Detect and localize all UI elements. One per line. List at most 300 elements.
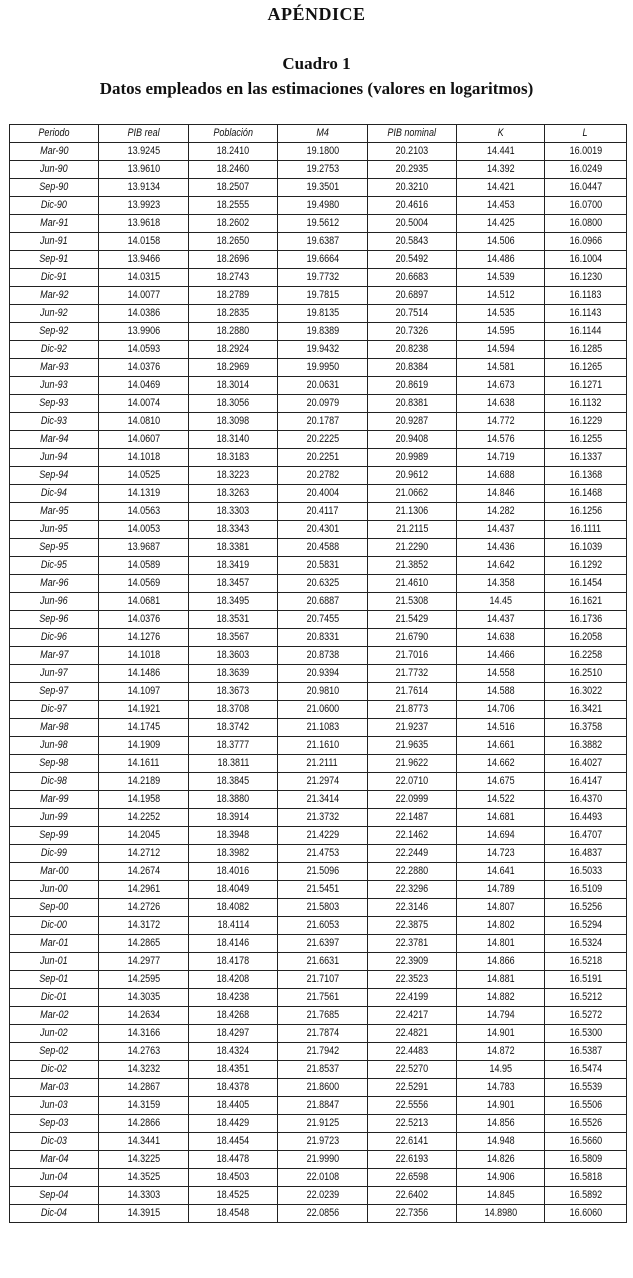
table-row <box>10 341 627 359</box>
table-row <box>10 863 627 881</box>
period-cell: Sep-90 <box>10 179 99 197</box>
value-cell: 14.437 <box>457 521 545 539</box>
period-cell: Dic-02 <box>10 1061 99 1079</box>
table-row <box>10 917 627 935</box>
value-cell: 18.3742 <box>189 719 278 737</box>
value-cell: 14.282 <box>457 503 545 521</box>
value-cell: 21.2290 <box>368 539 457 557</box>
value-cell: 20.4301 <box>278 521 368 539</box>
table-row <box>10 197 627 215</box>
value-cell: 14.1018 <box>99 449 189 467</box>
table-row <box>10 503 627 521</box>
value-cell: 22.6193 <box>368 1151 457 1169</box>
table-row <box>10 755 627 773</box>
value-cell: 21.0600 <box>278 701 368 719</box>
value-cell: 14.2634 <box>99 1007 189 1025</box>
value-cell: 14.3303 <box>99 1187 189 1205</box>
value-cell: 14.3915 <box>99 1205 189 1223</box>
period-cell: Sep-02 <box>10 1043 99 1061</box>
value-cell: 21.9622 <box>368 755 457 773</box>
value-cell: 20.2103 <box>368 143 457 161</box>
value-cell: 16.2258 <box>545 647 627 665</box>
value-cell: 18.2555 <box>189 197 278 215</box>
table-row <box>10 287 627 305</box>
value-cell: 21.5308 <box>368 593 457 611</box>
value-cell: 18.2507 <box>189 179 278 197</box>
table-row <box>10 1097 627 1115</box>
value-cell: 14.3225 <box>99 1151 189 1169</box>
value-cell: 16.1468 <box>545 485 627 503</box>
value-cell: 16.5191 <box>545 971 627 989</box>
value-cell: 21.7874 <box>278 1025 368 1043</box>
value-cell: 14.0810 <box>99 413 189 431</box>
period-cell: Sep-92 <box>10 323 99 341</box>
value-cell: 20.8381 <box>368 395 457 413</box>
period-cell: Jun-91 <box>10 233 99 251</box>
period-cell: Jun-99 <box>10 809 99 827</box>
value-cell: 18.4503 <box>189 1169 278 1187</box>
value-cell: 14.642 <box>457 557 545 575</box>
table-row <box>10 485 627 503</box>
value-cell: 14.0563 <box>99 503 189 521</box>
value-cell: 14.0315 <box>99 269 189 287</box>
table-row <box>10 845 627 863</box>
table-row <box>10 557 627 575</box>
value-cell: 14.558 <box>457 665 545 683</box>
value-cell: 20.6683 <box>368 269 457 287</box>
table-row <box>10 1187 627 1205</box>
value-cell: 14.576 <box>457 431 545 449</box>
value-cell: 18.4429 <box>189 1115 278 1133</box>
value-cell: 21.1610 <box>278 737 368 755</box>
value-cell: 18.3098 <box>189 413 278 431</box>
value-cell: 14.581 <box>457 359 545 377</box>
value-cell: 21.3852 <box>368 557 457 575</box>
col-header-pib-nominal: PIB nominal <box>368 125 457 143</box>
value-cell: 14.0569 <box>99 575 189 593</box>
table-row <box>10 143 627 161</box>
col-header-m4: M4 <box>278 125 368 143</box>
value-cell: 20.6325 <box>278 575 368 593</box>
period-cell: Dic-92 <box>10 341 99 359</box>
value-cell: 14.3172 <box>99 917 189 935</box>
value-cell: 22.3523 <box>368 971 457 989</box>
value-cell: 21.4753 <box>278 845 368 863</box>
period-cell: Jun-90 <box>10 161 99 179</box>
value-cell: 19.7815 <box>278 287 368 305</box>
table-body <box>10 143 627 1223</box>
value-cell: 20.8619 <box>368 377 457 395</box>
value-cell: 14.3441 <box>99 1133 189 1151</box>
value-cell: 16.5474 <box>545 1061 627 1079</box>
value-cell: 21.6053 <box>278 917 368 935</box>
value-cell: 14.594 <box>457 341 545 359</box>
value-cell: 19.1800 <box>278 143 368 161</box>
value-cell: 14.948 <box>457 1133 545 1151</box>
value-cell: 14.2726 <box>99 899 189 917</box>
value-cell: 18.2969 <box>189 359 278 377</box>
value-cell: 14.2189 <box>99 773 189 791</box>
value-cell: 18.4178 <box>189 953 278 971</box>
value-cell: 13.9906 <box>99 323 189 341</box>
table-row <box>10 827 627 845</box>
value-cell: 16.3758 <box>545 719 627 737</box>
value-cell: 21.9990 <box>278 1151 368 1169</box>
value-cell: 16.0700 <box>545 197 627 215</box>
value-cell: 14.2674 <box>99 863 189 881</box>
value-cell: 13.9245 <box>99 143 189 161</box>
value-cell: 21.5803 <box>278 899 368 917</box>
value-cell: 20.4117 <box>278 503 368 521</box>
table-row <box>10 179 627 197</box>
value-cell: 14.1097 <box>99 683 189 701</box>
value-cell: 16.1337 <box>545 449 627 467</box>
value-cell: 20.9394 <box>278 665 368 683</box>
value-cell: 18.4082 <box>189 899 278 917</box>
value-cell: 16.5387 <box>545 1043 627 1061</box>
value-cell: 18.3567 <box>189 629 278 647</box>
value-cell: 14.638 <box>457 629 545 647</box>
table-row <box>10 539 627 557</box>
value-cell: 14.0376 <box>99 611 189 629</box>
table-row <box>10 467 627 485</box>
period-cell: Dic-93 <box>10 413 99 431</box>
value-cell: 14.2045 <box>99 827 189 845</box>
value-cell: 14.789 <box>457 881 545 899</box>
value-cell: 14.425 <box>457 215 545 233</box>
value-cell: 18.4297 <box>189 1025 278 1043</box>
value-cell: 13.9466 <box>99 251 189 269</box>
value-cell: 14.882 <box>457 989 545 1007</box>
table-row <box>10 773 627 791</box>
value-cell: 21.5451 <box>278 881 368 899</box>
value-cell: 16.1183 <box>545 287 627 305</box>
value-cell: 19.8135 <box>278 305 368 323</box>
value-cell: 22.1462 <box>368 827 457 845</box>
value-cell: 18.2650 <box>189 233 278 251</box>
table-row <box>10 881 627 899</box>
value-cell: 14.1921 <box>99 701 189 719</box>
value-cell: 22.4199 <box>368 989 457 1007</box>
value-cell: 18.4405 <box>189 1097 278 1115</box>
period-cell: Mar-01 <box>10 935 99 953</box>
value-cell: 19.6387 <box>278 233 368 251</box>
value-cell: 14.0525 <box>99 467 189 485</box>
value-cell: 21.8847 <box>278 1097 368 1115</box>
table-row <box>10 251 627 269</box>
period-cell: Dic-03 <box>10 1133 99 1151</box>
value-cell: 22.6598 <box>368 1169 457 1187</box>
value-cell: 14.0077 <box>99 287 189 305</box>
data-table <box>9 124 627 1223</box>
value-cell: 14.688 <box>457 467 545 485</box>
value-cell: 22.7356 <box>368 1205 457 1223</box>
col-header-poblacion: Población <box>189 125 278 143</box>
value-cell: 16.1004 <box>545 251 627 269</box>
period-cell: Mar-98 <box>10 719 99 737</box>
value-cell: 16.5256 <box>545 899 627 917</box>
value-cell: 14.0386 <box>99 305 189 323</box>
value-cell: 18.4146 <box>189 935 278 953</box>
value-cell: 14.516 <box>457 719 545 737</box>
value-cell: 16.5272 <box>545 1007 627 1025</box>
value-cell: 14.421 <box>457 179 545 197</box>
period-cell: Jun-01 <box>10 953 99 971</box>
value-cell: 14.2252 <box>99 809 189 827</box>
table-row <box>10 269 627 287</box>
value-cell: 18.3673 <box>189 683 278 701</box>
value-cell: 22.5291 <box>368 1079 457 1097</box>
value-cell: 14.673 <box>457 377 545 395</box>
value-cell: 14.2763 <box>99 1043 189 1061</box>
value-cell: 14.1958 <box>99 791 189 809</box>
period-cell: Sep-04 <box>10 1187 99 1205</box>
value-cell: 21.2111 <box>278 755 368 773</box>
value-cell: 14.1018 <box>99 647 189 665</box>
period-cell: Dic-00 <box>10 917 99 935</box>
value-cell: 21.9635 <box>368 737 457 755</box>
value-cell: 14.2961 <box>99 881 189 899</box>
period-cell: Sep-97 <box>10 683 99 701</box>
value-cell: 20.9408 <box>368 431 457 449</box>
table-row <box>10 233 627 251</box>
value-cell: 16.5033 <box>545 863 627 881</box>
value-cell: 14.1909 <box>99 737 189 755</box>
period-cell: Jun-95 <box>10 521 99 539</box>
value-cell: 20.5004 <box>368 215 457 233</box>
value-cell: 16.3421 <box>545 701 627 719</box>
value-cell: 18.2410 <box>189 143 278 161</box>
value-cell: 14.506 <box>457 233 545 251</box>
value-cell: 16.2510 <box>545 665 627 683</box>
value-cell: 20.6897 <box>368 287 457 305</box>
value-cell: 14.1486 <box>99 665 189 683</box>
value-cell: 14.906 <box>457 1169 545 1187</box>
value-cell: 21.1306 <box>368 503 457 521</box>
value-cell: 18.2835 <box>189 305 278 323</box>
table-row <box>10 1043 627 1061</box>
table-row <box>10 449 627 467</box>
value-cell: 18.2696 <box>189 251 278 269</box>
value-cell: 14.802 <box>457 917 545 935</box>
period-cell: Mar-95 <box>10 503 99 521</box>
value-cell: 18.3343 <box>189 521 278 539</box>
value-cell: 22.6402 <box>368 1187 457 1205</box>
value-cell: 18.3014 <box>189 377 278 395</box>
value-cell: 13.9610 <box>99 161 189 179</box>
period-cell: Mar-03 <box>10 1079 99 1097</box>
value-cell: 14.466 <box>457 647 545 665</box>
value-cell: 16.1271 <box>545 377 627 395</box>
period-cell: Jun-93 <box>10 377 99 395</box>
value-cell: 20.8238 <box>368 341 457 359</box>
value-cell: 16.0800 <box>545 215 627 233</box>
value-cell: 19.9950 <box>278 359 368 377</box>
period-cell: Jun-98 <box>10 737 99 755</box>
value-cell: 18.3495 <box>189 593 278 611</box>
col-header-k: K <box>457 125 545 143</box>
value-cell: 18.4049 <box>189 881 278 899</box>
value-cell: 16.1132 <box>545 395 627 413</box>
value-cell: 16.1111 <box>545 521 627 539</box>
value-cell: 18.4378 <box>189 1079 278 1097</box>
table-row <box>10 737 627 755</box>
value-cell: 16.5526 <box>545 1115 627 1133</box>
value-cell: 20.2251 <box>278 449 368 467</box>
value-cell: 18.3845 <box>189 773 278 791</box>
value-cell: 14.45 <box>457 593 545 611</box>
value-cell: 18.4238 <box>189 989 278 1007</box>
value-cell: 19.9432 <box>278 341 368 359</box>
value-cell: 22.4483 <box>368 1043 457 1061</box>
table-row <box>10 359 627 377</box>
value-cell: 21.2974 <box>278 773 368 791</box>
value-cell: 14.0589 <box>99 557 189 575</box>
value-cell: 18.4268 <box>189 1007 278 1025</box>
value-cell: 14.0053 <box>99 521 189 539</box>
value-cell: 18.3948 <box>189 827 278 845</box>
period-cell: Mar-00 <box>10 863 99 881</box>
value-cell: 14.706 <box>457 701 545 719</box>
value-cell: 14.8980 <box>457 1205 545 1223</box>
value-cell: 19.5612 <box>278 215 368 233</box>
value-cell: 16.6060 <box>545 1205 627 1223</box>
value-cell: 22.5270 <box>368 1061 457 1079</box>
value-cell: 18.3457 <box>189 575 278 593</box>
table-row <box>10 1061 627 1079</box>
value-cell: 14.675 <box>457 773 545 791</box>
appendix-title: APÉNDICE <box>267 4 366 24</box>
period-cell: Mar-93 <box>10 359 99 377</box>
value-cell: 14.453 <box>457 197 545 215</box>
value-cell: 14.801 <box>457 935 545 953</box>
value-cell: 21.7685 <box>278 1007 368 1025</box>
value-cell: 14.3159 <box>99 1097 189 1115</box>
value-cell: 18.4114 <box>189 917 278 935</box>
value-cell: 14.723 <box>457 845 545 863</box>
value-cell: 16.4147 <box>545 773 627 791</box>
value-cell: 14.0158 <box>99 233 189 251</box>
value-cell: 22.0856 <box>278 1205 368 1223</box>
value-cell: 14.2865 <box>99 935 189 953</box>
value-cell: 18.2880 <box>189 323 278 341</box>
value-cell: 18.2743 <box>189 269 278 287</box>
value-cell: 22.3296 <box>368 881 457 899</box>
period-cell: Mar-92 <box>10 287 99 305</box>
value-cell: 14.2712 <box>99 845 189 863</box>
value-cell: 18.3223 <box>189 467 278 485</box>
value-cell: 18.3914 <box>189 809 278 827</box>
value-cell: 16.1144 <box>545 323 627 341</box>
value-cell: 20.0979 <box>278 395 368 413</box>
period-cell: Dic-91 <box>10 269 99 287</box>
value-cell: 22.6141 <box>368 1133 457 1151</box>
table-row <box>10 161 627 179</box>
table-row <box>10 1007 627 1025</box>
period-cell: Dic-94 <box>10 485 99 503</box>
period-cell: Jun-04 <box>10 1169 99 1187</box>
value-cell: 14.662 <box>457 755 545 773</box>
period-cell: Dic-98 <box>10 773 99 791</box>
value-cell: 21.4229 <box>278 827 368 845</box>
value-cell: 21.4610 <box>368 575 457 593</box>
table-row <box>10 647 627 665</box>
table-row <box>10 809 627 827</box>
value-cell: 18.4454 <box>189 1133 278 1151</box>
value-cell: 21.7732 <box>368 665 457 683</box>
value-cell: 13.9687 <box>99 539 189 557</box>
period-cell: Mar-90 <box>10 143 99 161</box>
value-cell: 20.7326 <box>368 323 457 341</box>
value-cell: 18.3811 <box>189 755 278 773</box>
value-cell: 21.6790 <box>368 629 457 647</box>
value-cell: 14.3166 <box>99 1025 189 1043</box>
value-cell: 14.595 <box>457 323 545 341</box>
value-cell: 16.0966 <box>545 233 627 251</box>
value-cell: 16.4837 <box>545 845 627 863</box>
value-cell: 18.3777 <box>189 737 278 755</box>
value-cell: 16.4493 <box>545 809 627 827</box>
table-row <box>10 593 627 611</box>
value-cell: 18.4208 <box>189 971 278 989</box>
period-cell: Sep-00 <box>10 899 99 917</box>
value-cell: 14.901 <box>457 1025 545 1043</box>
value-cell: 18.4324 <box>189 1043 278 1061</box>
table-row <box>10 323 627 341</box>
period-cell: Dic-95 <box>10 557 99 575</box>
value-cell: 18.3639 <box>189 665 278 683</box>
value-cell: 20.2782 <box>278 467 368 485</box>
value-cell: 14.1745 <box>99 719 189 737</box>
value-cell: 14.901 <box>457 1097 545 1115</box>
value-cell: 22.0710 <box>368 773 457 791</box>
value-cell: 14.539 <box>457 269 545 287</box>
table-row <box>10 683 627 701</box>
value-cell: 22.0108 <box>278 1169 368 1187</box>
value-cell: 16.5300 <box>545 1025 627 1043</box>
value-cell: 14.3035 <box>99 989 189 1007</box>
value-cell: 14.486 <box>457 251 545 269</box>
value-cell: 14.846 <box>457 485 545 503</box>
period-cell: Dic-90 <box>10 197 99 215</box>
table-row <box>10 971 627 989</box>
value-cell: 18.4525 <box>189 1187 278 1205</box>
value-cell: 14.2595 <box>99 971 189 989</box>
period-cell: Sep-93 <box>10 395 99 413</box>
table-row <box>10 899 627 917</box>
value-cell: 16.5892 <box>545 1187 627 1205</box>
value-cell: 14.881 <box>457 971 545 989</box>
value-cell: 13.9923 <box>99 197 189 215</box>
value-cell: 18.3303 <box>189 503 278 521</box>
col-header-pib-real: PIB real <box>99 125 189 143</box>
period-cell: Sep-96 <box>10 611 99 629</box>
value-cell: 14.522 <box>457 791 545 809</box>
table-row <box>10 431 627 449</box>
value-cell: 21.9237 <box>368 719 457 737</box>
table-row <box>10 611 627 629</box>
value-cell: 16.2058 <box>545 629 627 647</box>
value-cell: 18.2602 <box>189 215 278 233</box>
value-cell: 16.5506 <box>545 1097 627 1115</box>
period-cell: Sep-99 <box>10 827 99 845</box>
period-cell: Dic-96 <box>10 629 99 647</box>
value-cell: 14.436 <box>457 539 545 557</box>
value-cell: 21.6631 <box>278 953 368 971</box>
col-header-periodo: Periodo <box>10 125 99 143</box>
value-cell: 16.5539 <box>545 1079 627 1097</box>
value-cell: 19.2753 <box>278 161 368 179</box>
